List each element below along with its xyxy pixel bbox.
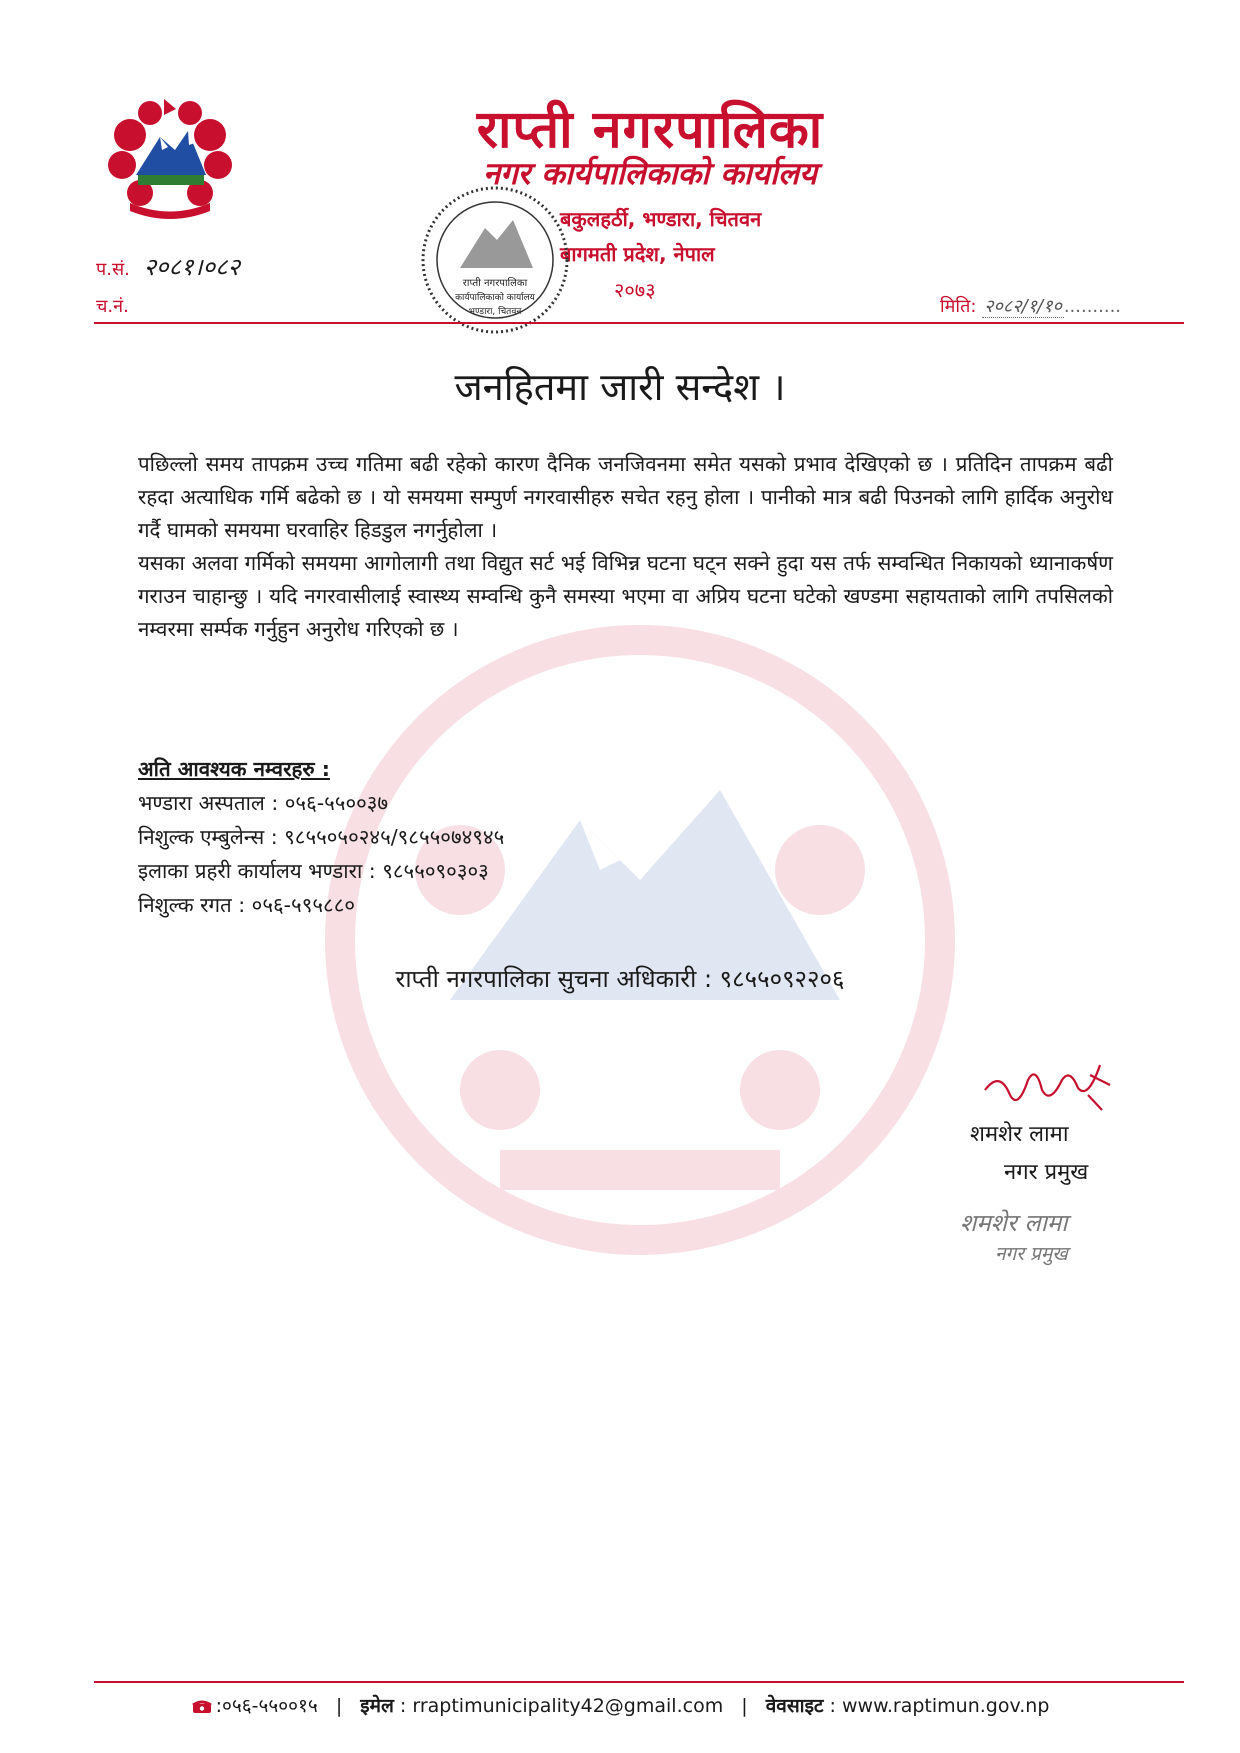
reference-ps — [96, 250, 240, 283]
municipality-round-stamp-icon — [415, 178, 575, 343]
header-divider — [94, 322, 1184, 324]
address-line-1: बकुलहर्ठी, भण्डारा, चितवन — [560, 207, 762, 231]
footer-website[interactable]: www.raptimun.gov.np — [842, 1695, 1050, 1717]
footer-email[interactable]: rraptimunicipality42@gmail.com — [412, 1695, 724, 1717]
footer-phone: :०५६-५५००१५ — [215, 1695, 318, 1717]
ps-label: प.सं. — [96, 259, 130, 280]
date-label: मिति: — [940, 296, 977, 317]
stamp-text-bottom: भण्डारा, चितवन — [468, 307, 522, 317]
municipality-name: राप्ती नगरपालिका — [476, 100, 824, 160]
contacts-heading: अति आवश्यक नम्वरहरु : — [138, 757, 330, 781]
nepal-emblem-icon — [100, 95, 240, 220]
footer-divider — [94, 1681, 1184, 1683]
date-value: २०८२/१/१० — [984, 296, 1062, 317]
contact-item: भण्डारा अस्पताल : ०५६-५५००३७ — [138, 791, 389, 815]
contact-item: निशुल्क एम्बुलेन्स : ९८५५०५०२४५/९८५५०७४९४५ — [138, 825, 505, 849]
information-officer: राप्ती नगरपालिका सुचना अधिकारी : ९८५५०९२२०६ — [395, 965, 845, 993]
stamp-text-mid: कार्यपालिकाको कार्यालय — [455, 293, 535, 303]
body-paragraph-1: पछिल्लो समय तापक्रम उच्च गतिमा बढी रहेको कारण दैनिक जनजिवनमा समेत यसको प्रभाव देखिएको छ । प्रतिदिन तापक्रम बढी रहदा अत्याधिक गर्मि बढेको छ । यो समयमा सम्पुर्ण नगरवासीहरु सचेत रहनु होला । पानीको मात्र बढी पिउनको लागि हार्दिक अनुरोध गर्दै घामको समयमा घरवाहिर हिडडुल नगर्नुहोला । — [138, 452, 1113, 542]
body-paragraph-2: यसका अलवा गर्मिको समयमा आगोलागी तथा विद्युत सर्ट भई विभिन्न घटना घट्न सक्ने हुदा यस तर्फ सम्वन्धित निकायको ध्यानाकर्षण गराउन चाहान्छु । यदि नगरवासीलाई स्वास्थ्य सम्वन्धि कुनै समस्या भएमा वा अप्रिय घटना घटेको खण्डमा सहायताको लागि तपसिलको नम्वरमा सर्म्पक गर्नुहुन अनुरोध गरिएको छ । — [138, 551, 1113, 641]
footer-website-label: वेवसाइट — [765, 1695, 824, 1717]
contact-item: इलाका प्रहरी कार्यालय भण्डारा : ९८५५०९०३०३ — [138, 859, 489, 883]
ps-value: २०८१।०८२ — [143, 253, 241, 281]
signatory-name: शमशेर लामा — [970, 1122, 1069, 1147]
title-seal-text: नगर प्रमुख — [995, 1243, 1068, 1265]
established-year: २०७३ — [614, 278, 656, 302]
signature-icon — [970, 1050, 1120, 1120]
document-title: जनहितमा जारी सन्देश । — [454, 365, 786, 409]
telephone-icon — [191, 1698, 213, 1714]
emblem-watermark-icon — [300, 620, 980, 1260]
stamp-text-top: राप्ती नगरपालिका — [462, 278, 528, 289]
date-field: मिति: २०८२/१/१० .......... — [940, 296, 1122, 317]
name-seal-text: शमशेर लामा — [960, 1209, 1068, 1237]
contact-item: निशुल्क रगत : ०५६-५९५८८० — [138, 893, 356, 917]
cn-label: च.नं. — [96, 296, 129, 317]
footer-contact: :०५६-५५००१५ | इमेल : rraptimunicipality42@gmail.com | वेवसाइट : www.raptimun.gov.np — [0, 1692, 1240, 1718]
emergency-contacts — [138, 752, 504, 922]
address-line-2: बागमती प्रदेश, नेपाल — [560, 242, 715, 266]
signatory-title: नगर प्रमुख — [1004, 1160, 1089, 1185]
office-name: नगर कार्यपालिकाको कार्यालय — [483, 156, 817, 192]
reference-cn — [96, 294, 129, 318]
message-body — [138, 448, 1113, 646]
footer-email-label: इमेल — [360, 1695, 394, 1717]
